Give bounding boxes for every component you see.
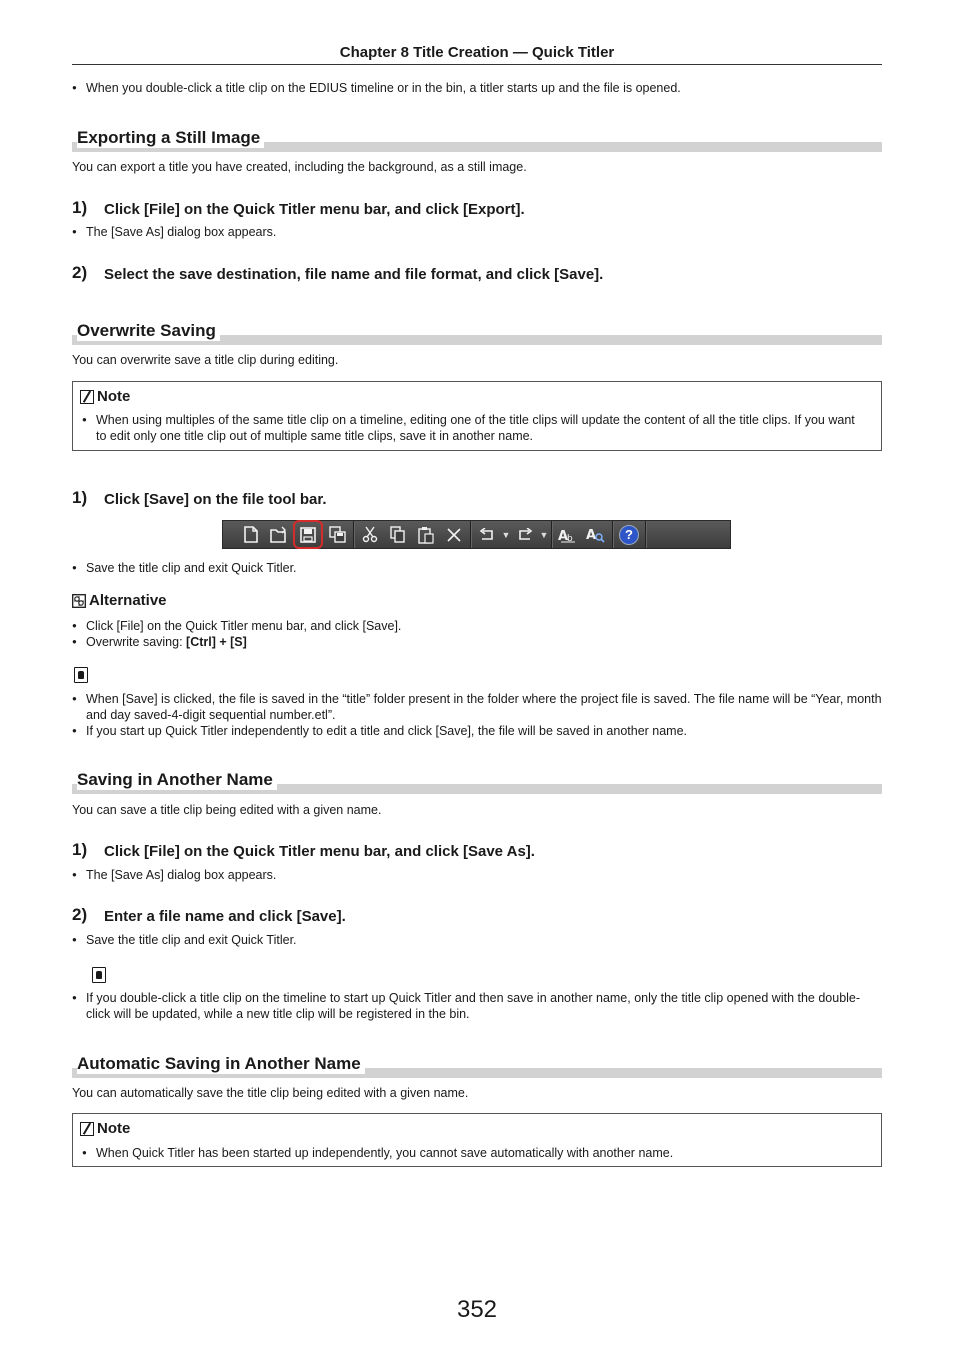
find-icon[interactable]: [582, 521, 610, 548]
step-bullet: ● Save the title clip and exit Quick Titler.: [72, 560, 882, 576]
alternative-label: Alternative: [89, 592, 167, 609]
note-box: [72, 381, 882, 451]
step-number: 1): [72, 488, 88, 507]
undo-icon[interactable]: [473, 521, 501, 548]
step-number: 1): [72, 840, 88, 859]
note-label: Note: [97, 1120, 131, 1137]
alternative-bullet: ● Click [File] on the Quick Titler menu bar, and click [Save].: [72, 618, 882, 634]
note-text: ● When using multiples of the same title clip on a timeline, editing one of the title clips will update the content of all the title clips. If you want to edit only one title clip out of multiple same title clips, save it in another name.: [82, 412, 867, 444]
step-instruction: Select the save destination, file name and file format, and click [Save].: [104, 266, 604, 283]
note-icon: [80, 1122, 94, 1136]
help-glyph: ?: [619, 525, 639, 545]
copy-icon[interactable]: [384, 521, 412, 548]
chevron-down-icon[interactable]: ▼: [501, 529, 511, 540]
cut-icon[interactable]: [356, 521, 384, 548]
section-title-overwrite: Overwrite Saving: [77, 321, 220, 341]
paste-icon[interactable]: [412, 521, 440, 548]
page-number: 352: [456, 1296, 498, 1323]
note-box: [72, 1113, 882, 1167]
alternative-bullet: [72, 634, 882, 650]
redo-icon[interactable]: [511, 521, 539, 548]
save-icon[interactable]: [293, 520, 323, 549]
step-bullet: ● The [Save As] dialog box appears.: [72, 867, 882, 883]
section-desc-export: You can export a title you have created, including the background, as a still image.: [72, 160, 527, 174]
chapter-header: Chapter 8 Title Creation — Quick Titler: [339, 44, 615, 61]
tip-bullet: ● When [Save] is clicked, the file is saved in the “title” folder present in the folder where the project file is saved. The file name will be “Year, month and day saved-4-digit sequential number.etl”.: [72, 691, 882, 723]
tip-icon: [74, 667, 88, 683]
tip-icon: [92, 967, 106, 983]
intro-bullet: ● When you double-click a title clip on the EDIUS timeline or in the bin, a titler starts up and the file is opened.: [72, 80, 882, 96]
step-bullet: ● The [Save As] dialog box appears.: [72, 224, 882, 240]
step-number: 2): [72, 905, 88, 924]
toolbar-separator: [551, 521, 552, 548]
delete-icon[interactable]: [440, 521, 468, 548]
open-icon[interactable]: [265, 521, 293, 548]
step-number: 1): [72, 198, 88, 217]
shortcut-keys: [Ctrl] + [S]: [186, 635, 247, 649]
toolbar-separator: [612, 521, 613, 548]
file-toolbar: [222, 520, 731, 549]
alternative-heading: [72, 592, 167, 609]
alternative-icon: [72, 594, 86, 608]
tip-bullet: ● If you start up Quick Titler independently to edit a title and click [Save], the file will be saved in another name.: [72, 723, 882, 739]
chevron-down-icon[interactable]: ▼: [539, 529, 549, 540]
spell-check-icon[interactable]: [554, 521, 582, 548]
section-desc-overwrite: You can overwrite save a title clip during editing.: [72, 353, 339, 367]
toolbar-separator: [353, 521, 354, 548]
note-heading: [80, 388, 130, 405]
step-instruction: Click [File] on the Quick Titler menu bar, and click [Export].: [104, 201, 525, 218]
section-title-autosave: Automatic Saving in Another Name: [77, 1054, 365, 1074]
shortcut-prefix: Overwrite saving:: [86, 635, 187, 649]
section-title-saveas: Saving in Another Name: [77, 770, 277, 790]
note-text: ● When Quick Titler has been started up independently, you cannot save automatically with another name.: [82, 1145, 867, 1161]
toolbar-separator: [470, 521, 471, 548]
svg-text:A: A: [558, 528, 569, 543]
step-instruction: Click [Save] on the file tool bar.: [104, 491, 327, 508]
svg-text:b: b: [567, 533, 573, 543]
note-icon: [80, 390, 94, 404]
step-instruction: Enter a file name and click [Save].: [104, 908, 346, 925]
section-desc-autosave: You can automatically save the title clip being edited with a given name.: [72, 1086, 469, 1100]
section-desc-saveas: You can save a title clip being edited with a given name.: [72, 803, 382, 817]
header-divider: [72, 64, 882, 65]
tip-bullet: ● If you double-click a title clip on the timeline to start up Quick Titler and then save in another name, only the title clip opened with the double-click will be updated, while a new title clip will be registered in the bin.: [72, 990, 882, 1022]
svg-text:A: A: [586, 528, 597, 543]
section-title-export: Exporting a Still Image: [77, 128, 264, 148]
help-icon[interactable]: [615, 521, 643, 548]
toolbar-separator: [645, 521, 646, 548]
note-heading: [80, 1120, 130, 1137]
new-icon[interactable]: [237, 521, 265, 548]
note-label: Note: [97, 388, 131, 405]
step-number: 2): [72, 263, 88, 282]
step-bullet: ● Save the title clip and exit Quick Titler.: [72, 932, 882, 948]
save-as-icon[interactable]: [323, 521, 351, 548]
step-instruction: Click [File] on the Quick Titler menu bar, and click [Save As].: [104, 843, 535, 860]
